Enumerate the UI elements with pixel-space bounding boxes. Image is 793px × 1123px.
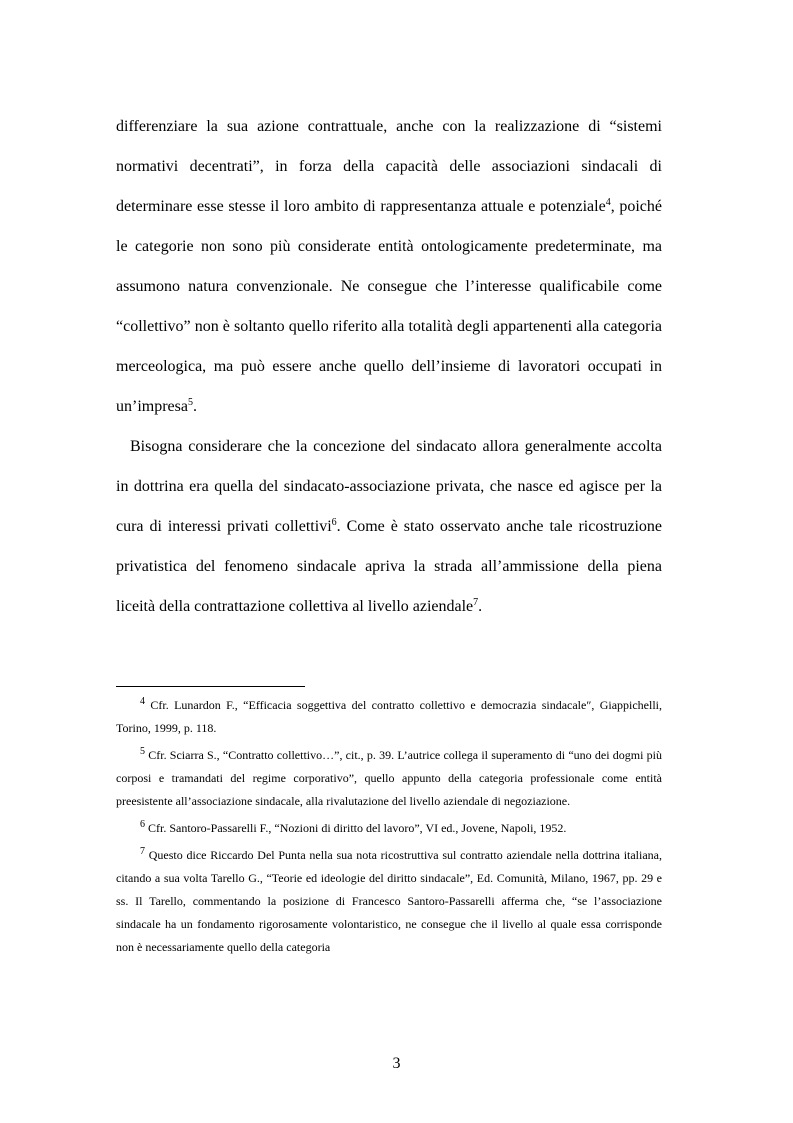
footnote-ref-7: 7 [473,597,479,608]
footnote-ref-4: 4 [605,197,611,208]
paragraph-1-text: differenziare la sua azione contrattuale, anche con la realizzazione di “sistemi normativi decentrati”, in forza della capacità delle associazioni sindacali di determinare esse stesse il loro ambito di rappresentanza attuale e potenziale [116,118,662,215]
footnote-6 [116,817,662,840]
footnote-text: Cfr. Sciarra S., “Contratto collettivo…”, cit., p. 39. L’autrice collega il superamento di “uno dei dogmi più corposi e tramandati del regime corporativo”, quello appunto della categoria professionale come entità preesistente all’associazione sindacale, alla rivalutazione del livello aziendale di negoziazione. [116,748,662,808]
footnote-number: 4 [140,696,145,707]
footnote-text: Cfr. Santoro-Passarelli F., “Nozioni di diritto del lavoro”, VI ed., Jovene, Napoli, 1952. [148,821,567,835]
paragraph-2-text: . [478,598,483,615]
footnote-text: Cfr. Lunardon F., “Efficacia soggettiva del contratto collettivo e democrazia sindacale″, Giappichelli, Torino, 1999, p. 118. [116,698,663,735]
footnote-text: Questo dice Riccardo Del Punta nella sua nota ricostruttiva sul contratto aziendale nella dottrina italiana, citando a sua volta Tarello G., “Teorie ed ideologie del diritto sindacale”, Ed. Comunità, Milano, 1967, pp. 29 e ss. Il Tarello, commentando la posizione di Francesco Santoro-Passarelli afferma che, “se l’associazione sindacale ha un fondamento rigorosamente volontaristico, ne consegue che il livello al quale essa corrisponde non è necessariamente quello della categoria [116,848,663,954]
paragraph-2-text: . Come è stato osservato anche tale ricostruzione privatistica del fenomeno sindacale apriva la strada all’ammissione della piena liceità della contrattazione collettiva al livello aziendale [116,518,663,615]
paragraph-1 [116,107,662,427]
page-number: 3 [392,1055,401,1072]
footnote-separator [116,686,305,687]
footnote-7 [116,844,662,959]
footnotes [116,694,662,963]
footnote-number: 6 [140,819,145,830]
paragraph-2-text: Bisogna considerare che la concezione del sindacato allora generalmente accolta in dottrina era quella del sindacato-associazione privata, che nasce ed agisce per la cura di interessi privati collettivi [116,438,662,535]
paragraph-1-text: . [192,398,197,415]
footnote-5 [116,744,662,813]
paragraph-1-text: , poiché le categorie non sono più considerate entità ontologicamente predeterminate, ma assumono natura convenzionale. Ne consegue che l’interesse qualificabile come “collettivo” non è soltanto quello riferito alla totalità degli appartenenti alla categoria merceologica, ma può essere anche quello dell’insieme di lavoratori occupati in un’impresa [116,198,662,415]
footnote-ref-6: 6 [331,517,337,528]
footnote-ref-5: 5 [187,397,193,408]
body-text [116,107,662,627]
paragraph-2 [116,427,662,627]
footnote-4 [116,694,662,740]
footnote-number: 5 [140,746,145,757]
footnote-number: 7 [140,846,145,857]
